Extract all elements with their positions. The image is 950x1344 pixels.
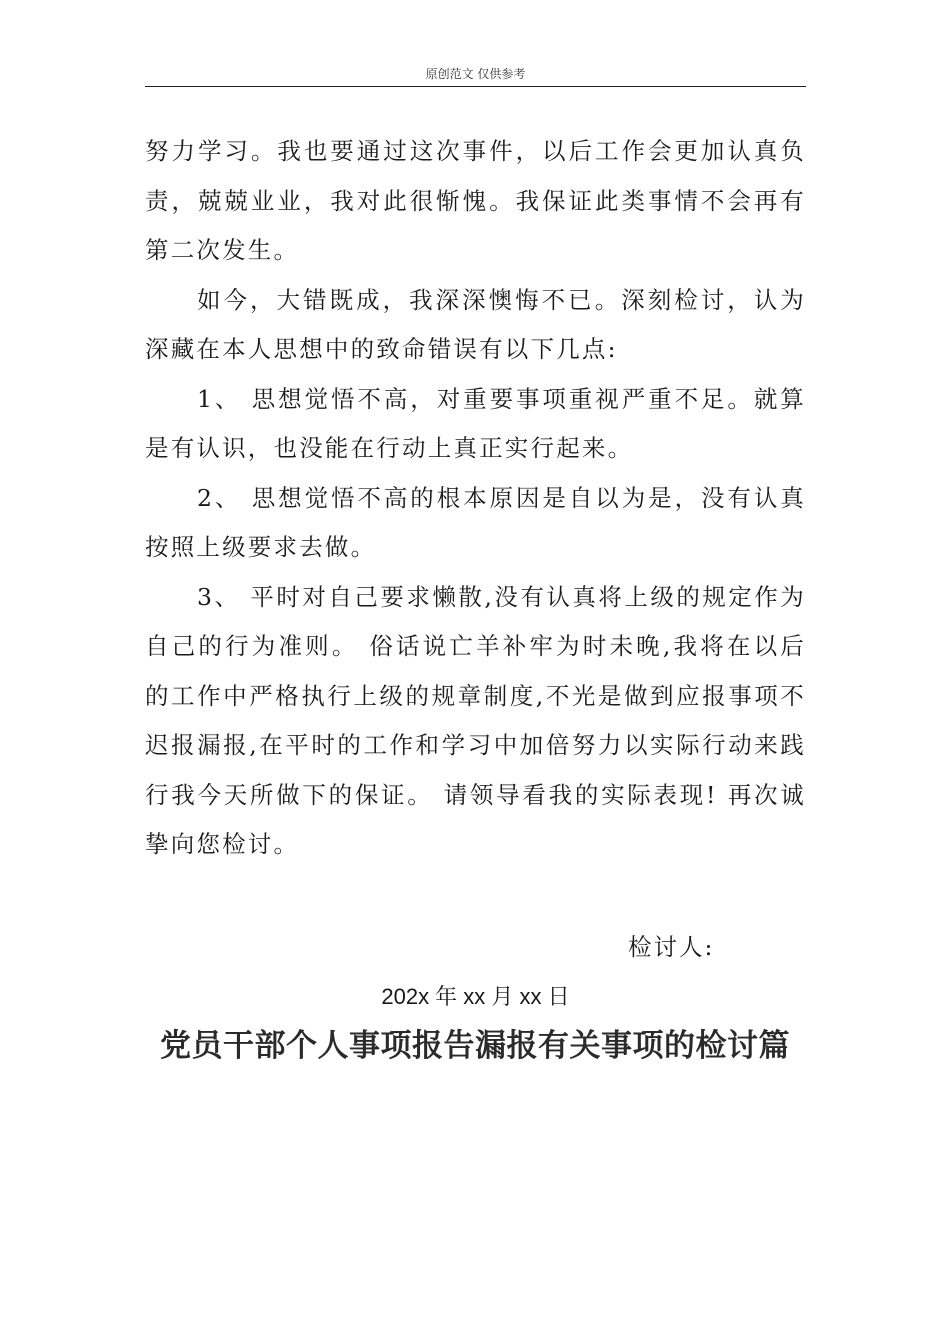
list-item-1: 1、 思想觉悟不高，对重要事项重视严重不足。就算是有认识，也没能在行动上真正实行起来。 [145,384,806,462]
body-text [145,127,806,870]
list-item-3: 3、 平时对自己要求懒散,没有认真将上级的规定作为自己的行为准则。 俗话说亡羊补牢为时未晚,我将在以后的工作中严格执行上级的规章制度,不光是做到应报事项不迟报漏报,在平时的工作和学习中加倍努力以实际行动来践行我今天所做下的保证。 请领导看我的实际表现! 再次诚挚向您检讨。 [145,582,806,858]
page-header [145,62,806,87]
list-item-2: 2、 思想觉悟不高的根本原因是自以为是，没有认真按照上级要求去做。 [145,483,806,561]
header-text: 原创范文 仅供参考 [425,67,526,81]
next-section-title: 党员干部个人事项报告漏报有关事项的检讨篇 [160,1028,790,1064]
date-text: 202x 年 xx 月 xx 日 [381,984,570,1009]
paragraph-continuation: 努力学习。我也要通过这次事件，以后工作会更加认真负责，兢兢业业，我对此很惭愧。我保证此类事情不会再有第二次发生。 [145,137,806,264]
date-line [145,975,806,1020]
paragraph-intro: 如今，大错既成，我深深懊悔不已。深刻检讨，认为深藏在本人思想中的致命错误有以下几点: [145,285,806,363]
signer-label: 检讨人: [628,933,715,961]
